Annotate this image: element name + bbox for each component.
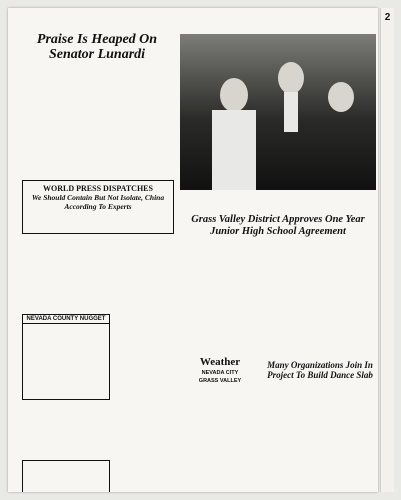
wpp-subtitle: We Should Contain But Not Isolate, China According To Experts: [31, 193, 165, 211]
photo-face-center: [278, 62, 304, 94]
photo-face-right: [328, 82, 354, 112]
county-title: NEVADA COUNTY NUGGET: [23, 315, 109, 324]
photo-face-left: [220, 78, 248, 112]
article-praise-body: [22, 64, 94, 176]
newspaper-page: [8, 8, 378, 492]
county-box: [22, 314, 110, 400]
weather-box: [182, 356, 258, 492]
headline-grass-valley: Grass Valley District Approves One Year Junior High School Agreement: [191, 214, 365, 237]
wpp-body: [22, 236, 172, 310]
bottom-box: [22, 460, 110, 492]
weather-location-gv: GRASS VALLEY: [198, 378, 242, 384]
article-many-body: [266, 384, 374, 492]
wpp-title: WORLD PRESS DISPATCHES: [43, 184, 153, 193]
photo-figure-center: [284, 92, 298, 132]
photo-caption: [180, 194, 376, 212]
headline-praise: Praise Is Heaped On Senator Lunardi: [36, 32, 158, 62]
world-press-dispatches-box: [22, 180, 174, 234]
article-grass-body: [180, 252, 376, 352]
page-number: 2: [384, 12, 391, 23]
article-col2-body: [100, 64, 172, 176]
weather-location: NEVADA CITY: [201, 370, 239, 376]
page-edge: [380, 8, 394, 492]
photo: [180, 34, 376, 190]
headline-many-organizations: Many Organizations Join In Project To Build Dance Slab: [267, 360, 373, 380]
photo-figure-left: [212, 110, 256, 190]
weather-title: Weather: [199, 356, 241, 368]
